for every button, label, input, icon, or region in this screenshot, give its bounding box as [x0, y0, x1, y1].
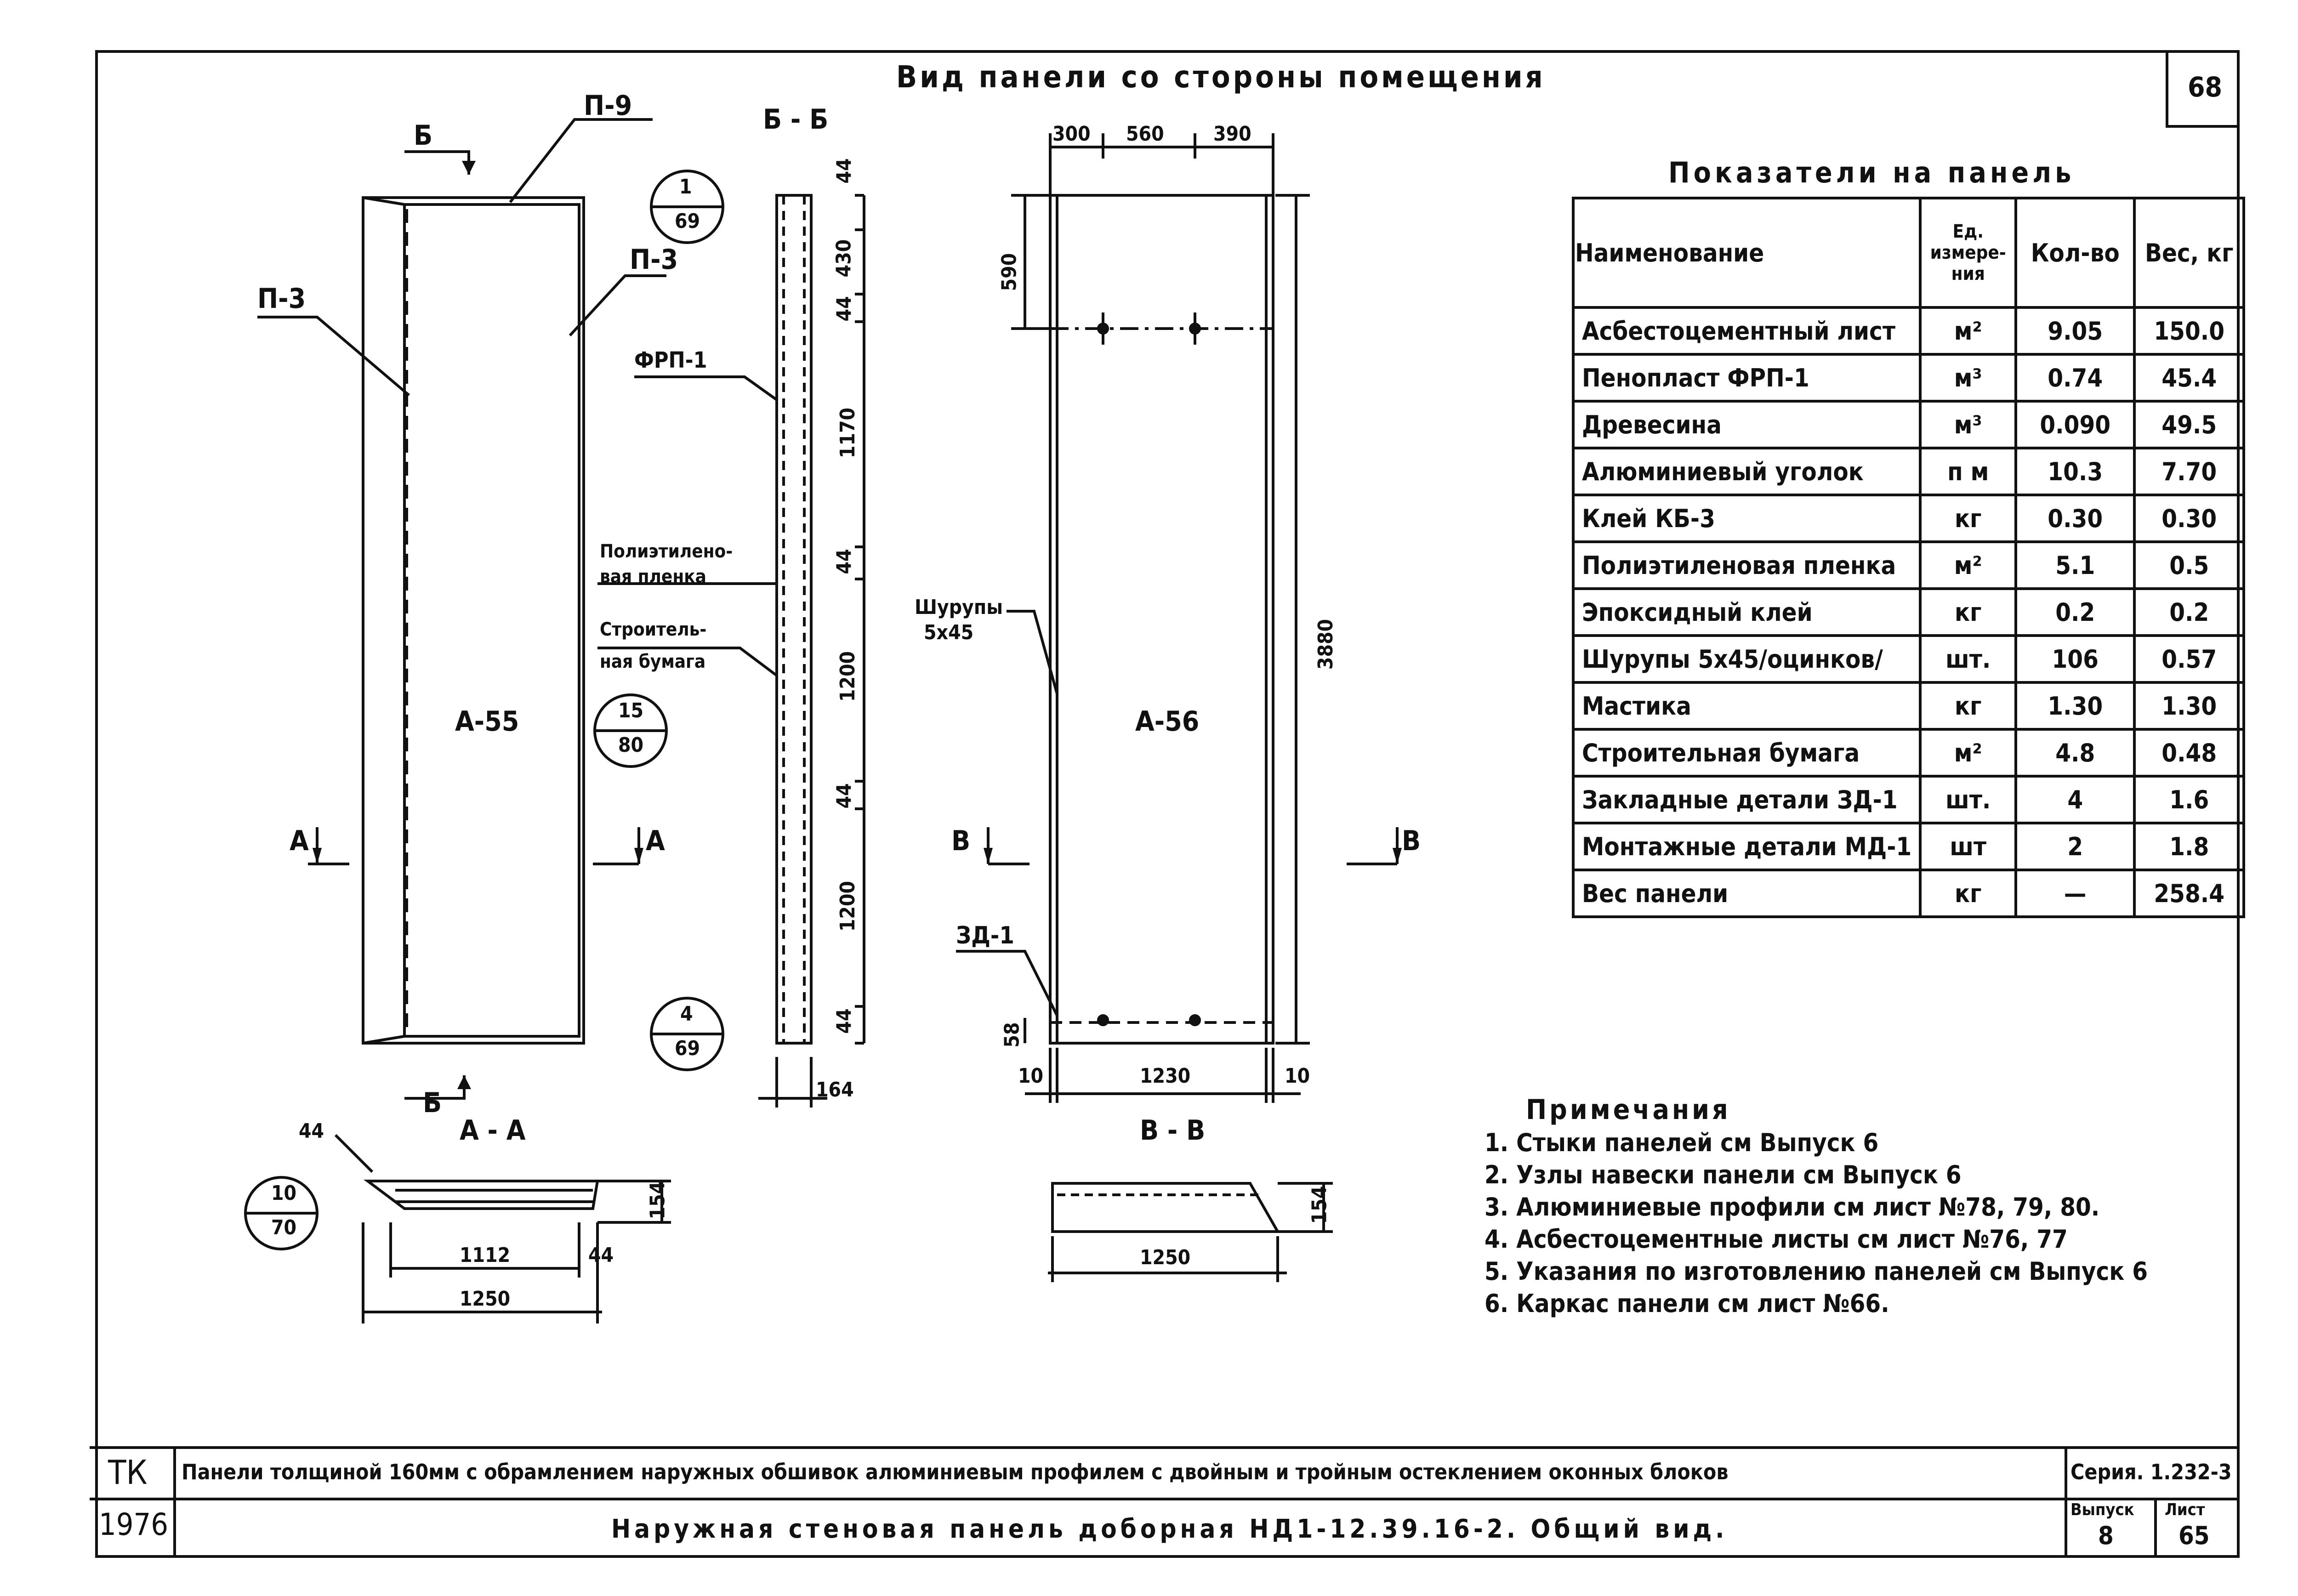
table-row — [1573, 636, 2244, 682]
bv-dim-3880: 3880 — [1314, 619, 1338, 670]
cell: кг — [1920, 495, 2016, 542]
vv-dim-1250: 1250 — [1140, 1246, 1191, 1269]
code-bottom: 1976 — [99, 1507, 169, 1542]
bb-dim-3: 1170 — [836, 407, 860, 459]
bb-dim-5: 1200 — [836, 651, 860, 702]
label-screws-2: 5х45 — [924, 621, 974, 644]
callout-1-top: 1 — [679, 175, 692, 199]
cell: 0.5 — [2134, 542, 2244, 589]
bb-dim-9: 164 — [816, 1078, 854, 1102]
bb-dim-6: 44 — [832, 783, 856, 809]
cell: 49.5 — [2134, 401, 2244, 448]
label-p3-left: П-3 — [257, 283, 306, 315]
cell: 0.48 — [2134, 729, 2244, 776]
cell: п м — [1920, 448, 2016, 495]
sheet-number: 68 — [2188, 71, 2223, 103]
cell: шт. — [1920, 636, 2016, 682]
bv-bottom-dim-2: 10 — [1285, 1064, 1310, 1088]
cell: Алюминиевый уголок — [1573, 448, 1920, 495]
section-vv-title: В - В — [1140, 1114, 1206, 1147]
cell: 7.70 — [2134, 448, 2244, 495]
bb-dim-7: 1200 — [836, 880, 860, 932]
callout-4-top: 4 — [680, 1002, 693, 1026]
cell: 2 — [2016, 823, 2134, 870]
callout-4-bottom: 69 — [675, 1037, 700, 1060]
bv-dim-590: 590 — [997, 253, 1021, 291]
section-v-right: В — [1402, 825, 1421, 857]
callout-10-top: 10 — [271, 1181, 297, 1205]
callout-15-bottom: 80 — [618, 733, 644, 757]
cell: кг — [1920, 589, 2016, 636]
bb-dim-8: 44 — [832, 1008, 856, 1034]
col-qty: Кол-во — [2016, 198, 2134, 307]
note-3: 3. Алюминиевые профили см лист №78, 79, 80. — [1485, 1193, 2100, 1221]
cell: 4 — [2016, 776, 2134, 823]
cell: Асбестоцементный лист — [1573, 307, 1920, 354]
cell: 150.0 — [2134, 307, 2244, 354]
label-a55: А-55 — [455, 705, 519, 738]
label-a56: А-56 — [1135, 705, 1200, 738]
cell: 10.3 — [2016, 448, 2134, 495]
title-block-description: Панели толщиной 160мм с обрамлением наружных обшивок алюминиевым профилем с двойным и тройным остеклением оконных блоков — [182, 1460, 1729, 1484]
label-poly-2: вая пленка — [600, 566, 706, 587]
table-row — [1573, 307, 2244, 354]
cell: м³ — [1920, 354, 2016, 401]
aa-dim-44b: 44 — [588, 1244, 614, 1267]
section-v-left: В — [951, 825, 971, 857]
cell: Закладные детали ЗД-1 — [1573, 776, 1920, 823]
cell: 1.30 — [2016, 682, 2134, 729]
table-row — [1573, 542, 2244, 589]
table-row — [1573, 870, 2244, 917]
label-poly-1: Полиэтилено- — [600, 541, 733, 562]
bb-dim-1: 430 — [832, 239, 856, 278]
table-row — [1573, 823, 2244, 870]
cell: 0.30 — [2016, 495, 2134, 542]
callout-1-bottom: 69 — [675, 210, 700, 233]
cell: 4.8 — [2016, 729, 2134, 776]
label-p3-right: П-3 — [630, 244, 678, 276]
col-weight: Вес, кг — [2134, 198, 2244, 307]
note-2: 2. Узлы навески панели см Выпуск 6 — [1485, 1160, 1962, 1189]
bv-top-dim-2: 390 — [1213, 122, 1251, 146]
cell: 5.1 — [2016, 542, 2134, 589]
bv-bottom-dim-1: 1230 — [1140, 1064, 1191, 1088]
cell: 0.2 — [2016, 589, 2134, 636]
table-row — [1573, 354, 2244, 401]
table-row — [1573, 401, 2244, 448]
aa-dim-154: 154 — [646, 1181, 670, 1220]
bb-dim-0: 44 — [832, 158, 856, 184]
cell: шт — [1920, 823, 2016, 870]
table-row — [1573, 729, 2244, 776]
cell: м³ — [1920, 401, 2016, 448]
label-zd1: ЗД-1 — [956, 922, 1014, 949]
indicators-header-row — [1573, 198, 2244, 307]
note-6: 6. Каркас панели см лист №66. — [1485, 1289, 1889, 1318]
callout-15-top: 15 — [618, 699, 644, 722]
indicators-table — [1572, 197, 2245, 918]
cell: Древесина — [1573, 401, 1920, 448]
table-row — [1573, 448, 2244, 495]
issue-value: 8 — [2098, 1521, 2114, 1550]
cell: 0.090 — [2016, 401, 2134, 448]
bv-top-dim-1: 560 — [1126, 122, 1164, 146]
note-4: 4. Асбестоцементные листы см лист №76, 77 — [1485, 1225, 2068, 1254]
section-a-right: А — [646, 825, 665, 857]
section-b-top: Б — [414, 119, 433, 152]
code-top: ТК — [108, 1453, 148, 1492]
cell: Шурупы 5х45/оцинков/ — [1573, 636, 1920, 682]
back-view — [956, 133, 1397, 1103]
bv-dim-58: 58 — [1000, 1022, 1024, 1048]
section-aa-graphic — [245, 1135, 671, 1323]
cell: Полиэтиленовая пленка — [1573, 542, 1920, 589]
notes-title: Примечания — [1526, 1094, 1731, 1126]
cell: 0.57 — [2134, 636, 2244, 682]
vv-dim-154: 154 — [1308, 1186, 1331, 1224]
cell: Мастика — [1573, 682, 1920, 729]
sheet-label: Лист — [2165, 1500, 2205, 1519]
sheet-value: 65 — [2179, 1521, 2210, 1550]
cell: — — [2016, 870, 2134, 917]
section-aa-title: А - А — [460, 1114, 526, 1147]
cell: 1.6 — [2134, 776, 2244, 823]
cell: кг — [1920, 870, 2016, 917]
section-a-left: А — [290, 825, 309, 857]
cell: Строительная бумага — [1573, 729, 1920, 776]
drawing-title: Наружная стеновая панель доборная НД1-12.39.16-2. Общий вид. — [611, 1514, 1728, 1544]
bb-dim-2: 44 — [832, 296, 856, 322]
cell: 0.2 — [2134, 589, 2244, 636]
col-name: Наименование — [1573, 198, 1920, 307]
cell: кг — [1920, 682, 2016, 729]
aa-dim-1250: 1250 — [460, 1287, 511, 1311]
bv-top-dim-0: 300 — [1052, 122, 1091, 146]
cell: Монтажные детали МД-1 — [1573, 823, 1920, 870]
cell: 0.74 — [2016, 354, 2134, 401]
cell: 258.4 — [2134, 870, 2244, 917]
cell: 45.4 — [2134, 354, 2244, 401]
section-bb-title: Б - Б — [763, 103, 829, 136]
issue-label: Выпуск — [2070, 1500, 2134, 1519]
table-row — [1573, 776, 2244, 823]
cell: 1.30 — [2134, 682, 2244, 729]
cell: м² — [1920, 307, 2016, 354]
cell: 106 — [2016, 636, 2134, 682]
table-row — [1573, 589, 2244, 636]
cell: Пенопласт ФРП-1 — [1573, 354, 1920, 401]
note-1: 1. Стыки панелей см Выпуск 6 — [1485, 1128, 1879, 1157]
aa-dim-1112: 1112 — [460, 1244, 511, 1267]
section-b-bottom: Б — [423, 1087, 442, 1119]
label-frp: ФРП-1 — [634, 347, 707, 373]
series-label: Серия. 1.232-3 — [2070, 1460, 2232, 1484]
label-screws-1: Шурупы — [915, 596, 1003, 619]
col-unit: Ед. измере-ния — [1920, 198, 2016, 307]
indicators-title: Показатели на панель — [1668, 156, 2075, 189]
view-title: Вид панели со стороны помещения — [896, 59, 1546, 95]
table-row — [1573, 495, 2244, 542]
cell: Вес панели — [1573, 870, 1920, 917]
note-5: 5. Указания по изготовлению панелей см Выпуск 6 — [1485, 1257, 2148, 1286]
cell: м² — [1920, 542, 2016, 589]
cell: м² — [1920, 729, 2016, 776]
aa-dim-44: 44 — [299, 1119, 324, 1143]
bb-dim-4: 44 — [832, 549, 856, 574]
cell: 9.05 — [2016, 307, 2134, 354]
label-p9: П-9 — [584, 90, 632, 122]
label-paper-2: ная бумага — [600, 651, 706, 672]
cell: 0.30 — [2134, 495, 2244, 542]
cell: Клей КБ-3 — [1573, 495, 1920, 542]
cell: 1.8 — [2134, 823, 2244, 870]
cell: Эпоксидный клей — [1573, 589, 1920, 636]
cell: шт. — [1920, 776, 2016, 823]
table-row — [1573, 682, 2244, 729]
callout-10-bottom: 70 — [271, 1216, 297, 1239]
label-paper-1: Строитель- — [600, 619, 707, 640]
bv-bottom-dim-0: 10 — [1018, 1064, 1044, 1088]
